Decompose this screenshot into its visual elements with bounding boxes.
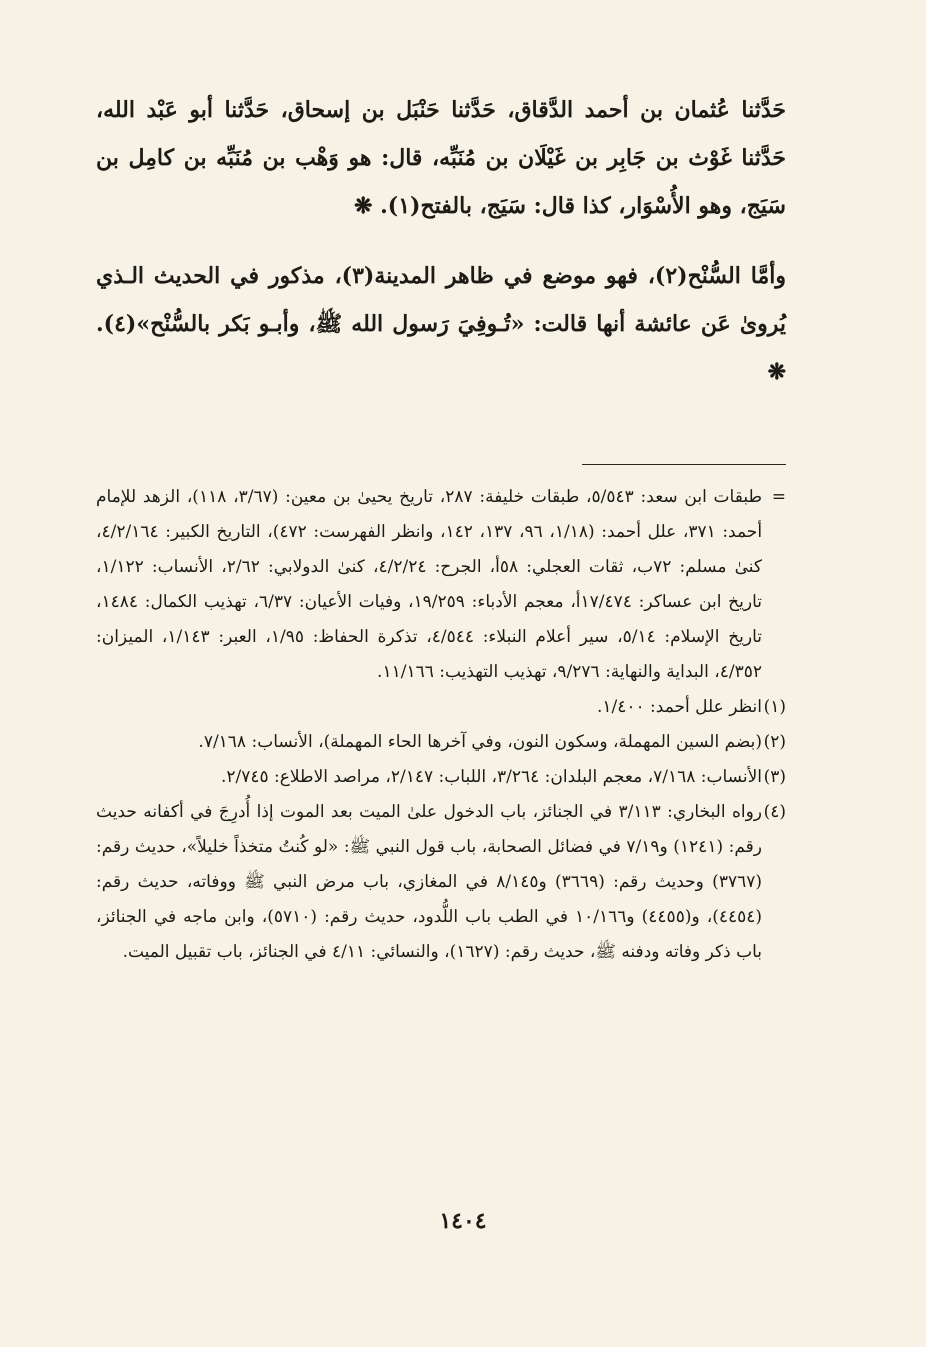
footnote-text: (بضم السين المهملة، وسكون النون، وفي آخرها الحاء المهملة)، الأنساب: ٧/١٦٨. <box>198 732 762 752</box>
main-paragraph-1: حَدَّثنا عُثمان بن أحمد الدَّقاق، حَدَّثنا حَنْبَل بن إسحاق، حَدَّثنا أبو عَبْد الله، حَدَّثنا غَوْث بن جَابِر بن غَيْلَان بن مُنَبِّه، قال: هو وَهْب بن مُنَبِّه بن كامِل بن سَيَج، وهو الأُسْوَار، كذا قال: سَيَج، بالفتح(١). ❋ <box>96 97 786 219</box>
footnote-marker: (٣) <box>763 767 786 787</box>
footnote-1 <box>96 690 786 725</box>
footnote-marker: (١) <box>763 697 786 717</box>
page-number: ١٤٠٤ <box>439 1208 487 1234</box>
footnote-2 <box>96 725 786 760</box>
footnote-text: رواه البخاري: ٣/١١٣ في الجنائز، باب الدخول علىٰ الميت بعد الموت إذا أُدرِجَ في أكفانه حديث رقم: (١٢٤١) و٧/١٩ في فضائل الصحابة، باب قول النبي ﷺ: «لو كُنتُ متخذاً خليلاً»، حديث رقم: (٣٧٦٧) وحديث رقم: (٣٦٦٩) و٨/١٤٥ في المغازي، باب مرض النبي ﷺ ووفاته، حديث رقم: (٤٤٥٤)، و(٤٤٥٥) و١٠/١٦٦ في الطب باب اللُّدود، حديث رقم: (٥٧١٠)، وابن ماجه في الجنائز، باب ذكر وفاته ودفنه ﷺ، حديث رقم: (١٦٢٧)، والنسائي: ٤/١١ في الجنائز، باب تقبيل الميت. <box>96 802 762 962</box>
footnote-separator <box>582 464 786 465</box>
footnote-marker: (٢) <box>763 732 786 752</box>
footnote-marker: = <box>771 487 786 507</box>
footnote-4 <box>96 795 786 970</box>
footnote-text: انظر علل أحمد: ١/٤٠٠. <box>596 697 762 717</box>
footnote-text: طبقات ابن سعد: ٥/٥٤٣، طبقات خليفة: ٢٨٧، تاريخ يحيىٰ بن معين: (٣/٦٧، ١١٨)، الزهد للإمام أحمد: ٣٧١، علل أحمد: (١/١٨، ٩٦، ١٣٧، ١٤٢، وانظر الفهرست: ٤٧٢)، التاريخ الكبير: ٤/٢/١٦٤، كنىٰ مسلم: ٧٢ب، ثقات العجلي: ٥٨أ، الجرح: ٤/٢/٢٤، كنىٰ الدولابي: ٢/٦٢، الأنساب: ١/١٢٢، تاريخ ابن عساكر: ١٧/٤٧٤أ، معجم الأدباء: ١٩/٢٥٩، وفيات الأعيان: ٦/٣٧، تهذيب الكمال: ١٤٨٤، تاريخ الإسلام: ٥/١٤، سير أعلام النبلاء: ٤/٥٤٤، تذكرة الحفاظ: ١/٩٥، العبر: ١/١٤٣، الميزان: ٤/٣٥٢، البداية والنهاية: ٩/٢٧٦، تهذيب التهذيب: ١١/١٦٦. <box>96 487 763 682</box>
footnote-marker: (٤) <box>763 802 786 822</box>
footnotes <box>96 480 786 970</box>
main-text <box>96 86 786 396</box>
footnote-3 <box>96 760 786 795</box>
footnote-continued <box>96 480 786 690</box>
footnote-text: الأنساب: ٧/١٦٨، معجم البلدان: ٣/٢٦٤، اللباب: ٢/١٤٧، مراصد الاطلاع: ٢/٧٤٥. <box>220 767 762 787</box>
main-paragraph-2: وأمَّا السُّنْح(٢)، فهو موضع في ظاهر المدينة(٣)، مذكور في الحديث الـذي يُروىٰ عَن عائشة أنها قالت: «تُـوفِيَ رَسول الله ﷺ، وأبـو بَكر بالسُّنْح»(٤). ❋ <box>96 263 786 385</box>
